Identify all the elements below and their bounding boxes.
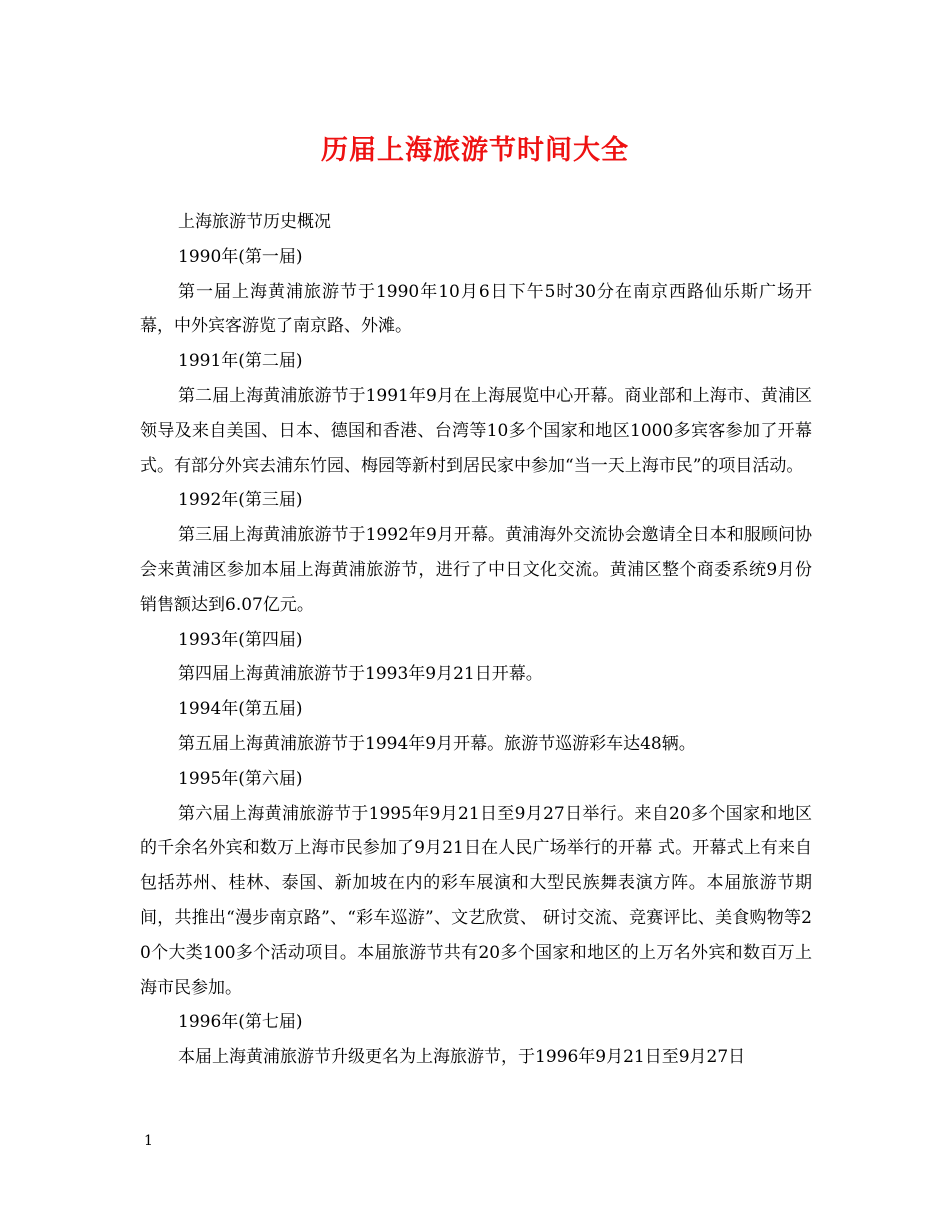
paragraph-1992-text: 第三届上海黄浦旅游节于1992年9月开幕。黄浦海外交流协会邀请全日本和服顾问协会来黄浦区参加本届上海黄浦旅游节，进行了中日文化交流。黄浦区整个商委系统9月份销售额达到6.07亿元。 [140, 525, 812, 615]
paragraph-year-1992: 1992年(第三届) [178, 490, 303, 511]
page-number: 1 [144, 1133, 153, 1149]
paragraph-1995-text: 第六届上海黄浦旅游节于1995年9月21日至9月27日举行。来自20多个国家和地区的千余名外宾和数万上海市民参加了9月21日在人民广场举行的开幕 式。开幕式上有来自包括苏州、桂林、泰国、新加坡在内的彩车展演和大型民族舞表演方阵。本届旅游节期间，共推出“漫步南京路”、“彩车巡游”、文艺欣赏、 研讨交流、竞赛评比、美食购物等20个大类100多个活动项目。本届旅游节共有20多个国家和地区的上万名外宾和数百万上海市民参加。 [140, 803, 812, 998]
paragraph-year-1991: 1991年(第二届) [178, 351, 303, 372]
paragraph-year-1996: 1996年(第七届) [178, 1012, 303, 1033]
paragraph-1991-text: 第二届上海黄浦旅游节于1991年9月在上海展览中心开幕。商业部和上海市、黄浦区领导及来自美国、日本、德国和香港、台湾等10多个国家和地区1000多宾客参加了开幕式。有部分外宾去浦东竹园、梅园等新村到居民家中参加“当一天上海市民”的项目活动。 [140, 385, 812, 476]
paragraph-1994-text: 第五届上海黄浦旅游节于1994年9月开幕。旅游节巡游彩车达48辆。 [178, 733, 696, 754]
paragraph-year-1990: 1990年(第一届) [178, 246, 303, 267]
paragraph-1990-text: 第一届上海黄浦旅游节于1990年10月6日下午5时30分在南京西路仙乐斯广场开幕，中外宾客游览了南京路、外滩。 [140, 281, 812, 337]
document-body [140, 205, 812, 1075]
paragraph-1993-text: 第四届上海黄浦旅游节于1993年9月21日开幕。 [178, 664, 543, 685]
paragraph-year-1995: 1995年(第六届) [178, 768, 303, 789]
paragraph-1996-text: 本届上海黄浦旅游节升级更名为上海旅游节，于1996年9月21日至9月27日 [178, 1047, 746, 1068]
paragraph-year-1993: 1993年(第四届) [178, 629, 303, 650]
paragraph-year-1994: 1994年(第五届) [178, 699, 303, 720]
document-title: 历届上海旅游节时间大全 [321, 135, 629, 166]
paragraph-overview-heading: 上海旅游节历史概况 [178, 212, 331, 232]
